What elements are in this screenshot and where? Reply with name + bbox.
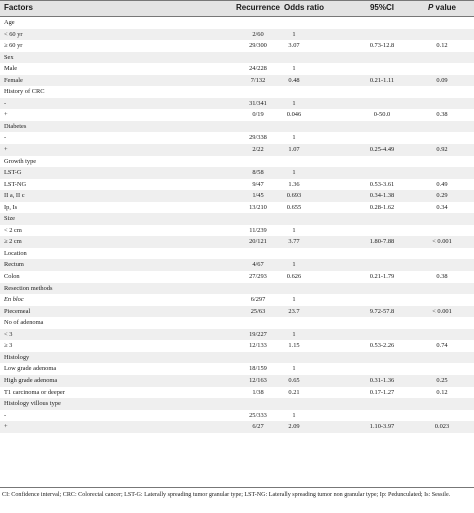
table-row [0, 190, 474, 202]
recurrence-cell: 2/60 [252, 30, 264, 38]
odds-ratio-cell: 1 [292, 296, 296, 304]
table-row [0, 259, 474, 271]
header-p-suffix: value [433, 3, 457, 12]
table-row [0, 109, 474, 121]
p-value-cell: 0.74 [436, 342, 448, 350]
table-row [0, 167, 474, 179]
factor-cell: LST-NG [4, 180, 27, 188]
recurrence-cell: 7/132 [250, 76, 266, 84]
odds-ratio-cell: 1 [292, 330, 296, 338]
recurrence-cell: 19/227 [249, 330, 267, 338]
p-value-cell: 0.09 [436, 76, 448, 84]
odds-ratio-cell: 1 [292, 261, 296, 269]
p-value-cell: 0.12 [436, 42, 448, 50]
recurrence-cell: 4/67 [252, 261, 264, 269]
table-body [0, 17, 474, 433]
table-category-row [0, 398, 474, 410]
factor-cell: ≥ 60 yr [4, 42, 23, 50]
factor-cell: Sex [4, 53, 14, 61]
factor-cell: Age [4, 19, 15, 26]
header-recurrence: Recurrence [235, 3, 281, 12]
recurrence-cell: 24/228 [249, 65, 267, 73]
table-row [0, 410, 474, 422]
odds-ratio-cell: 3.77 [288, 238, 300, 246]
odds-ratio-cell: 1 [292, 99, 296, 107]
factor-cell: Histology [4, 353, 30, 361]
factor-cell: High grade adenoma [4, 376, 58, 384]
recurrence-cell: 18/159 [249, 365, 267, 373]
table-row [0, 375, 474, 387]
odds-ratio-cell: 0.655 [286, 203, 302, 211]
recurrence-cell: 11/239 [249, 226, 267, 234]
table-row [0, 132, 474, 144]
recurrence-cell: 9/47 [252, 180, 264, 188]
odds-ratio-cell: 3.07 [288, 42, 300, 50]
table-category-row [0, 52, 474, 64]
factor-cell: Size [4, 215, 16, 223]
ci-cell: 0.17-1.27 [369, 388, 395, 396]
odds-ratio-cell: 1 [292, 65, 296, 73]
table-row [0, 329, 474, 341]
header-ci: 95%CI [369, 3, 394, 12]
odds-ratio-cell: 1 [292, 134, 296, 142]
factor-cell: Histology villous type [4, 400, 61, 408]
factor-cell: Female [4, 76, 23, 84]
p-value-cell: 0.49 [436, 180, 448, 188]
factor-cell: Diabetes [4, 122, 27, 130]
ci-cell: 9.72-57.8 [369, 307, 395, 315]
recurrence-cell: 12/133 [249, 342, 267, 350]
factor-cell: < 3 [4, 330, 13, 338]
table-row [0, 236, 474, 248]
footer-divider [0, 487, 474, 488]
recurrence-cell: 25/63 [250, 307, 266, 315]
recurrence-cell: 27/293 [249, 273, 267, 281]
table-row [0, 306, 474, 318]
ci-cell: 1.80-7.88 [369, 238, 395, 246]
p-value-cell: 0.25 [436, 376, 448, 384]
ci-cell: 0.53-3.61 [369, 180, 395, 188]
header-p-value [417, 3, 467, 12]
odds-ratio-cell: 1.07 [288, 146, 300, 154]
p-value-cell: 0.38 [436, 273, 448, 281]
ci-cell: 0.34-1.38 [369, 192, 395, 200]
ci-cell: 0.25-4.49 [369, 146, 395, 154]
recurrence-cell: 25/333 [249, 411, 267, 419]
factor-cell: ≥ 3 [4, 342, 13, 350]
factor-cell: Location [4, 249, 27, 257]
table-category-row [0, 121, 474, 133]
factor-cell: Colon [4, 273, 20, 281]
ci-cell: 1.10-3.97 [369, 423, 395, 431]
factor-cell: LST-G [4, 169, 22, 177]
factor-cell: - [4, 411, 7, 419]
factor-cell: < 60 yr [4, 30, 23, 38]
factor-cell: Resection methods [4, 284, 53, 292]
odds-ratio-cell: 0.693 [286, 192, 302, 200]
odds-ratio-cell: 1 [292, 226, 296, 234]
table-header [0, 0, 474, 17]
odds-ratio-cell: 1 [292, 169, 296, 177]
odds-ratio-cell: 0.48 [288, 76, 300, 84]
table-row [0, 202, 474, 214]
factor-cell: History of CRC [4, 88, 45, 96]
factor-cell: II a, II c [4, 192, 25, 200]
ci-cell: 0.21-1.79 [369, 273, 395, 281]
table-category-row [0, 86, 474, 98]
table-row [0, 225, 474, 237]
recurrence-cell: 29/338 [249, 134, 267, 142]
factor-cell: Ip, Is [4, 203, 18, 211]
ci-cell: 0-50.0 [373, 111, 391, 119]
factor-cell: Male [4, 65, 18, 73]
factor-cell: No of adenoma [4, 319, 44, 327]
odds-ratio-cell: 0.65 [288, 376, 300, 384]
ci-cell: 0.21-1.11 [369, 76, 395, 84]
table-category-row [0, 352, 474, 364]
table-row [0, 421, 474, 433]
table-row [0, 98, 474, 110]
recurrence-cell: 6/27 [252, 423, 264, 431]
ci-cell: 0.53-2.26 [369, 342, 395, 350]
recurrence-cell: 20/121 [249, 238, 267, 246]
factor-cell: En bloc [4, 296, 24, 304]
recurrence-cell: 29/300 [249, 42, 267, 50]
factor-cell: - [4, 134, 7, 142]
p-value-cell: 0.38 [436, 111, 448, 119]
odds-ratio-cell: 1 [292, 30, 296, 38]
recurrence-cell: 0/19 [252, 111, 264, 119]
ci-cell: 0.28-1.62 [369, 203, 395, 211]
table-category-row [0, 248, 474, 260]
table-category-row [0, 156, 474, 168]
table-row [0, 144, 474, 156]
ci-cell: 0.31-1.36 [369, 376, 395, 384]
table-footnote: CI: Confidence interval; CRC: Colorectal cancer; LST-G: Laterally spreading tumor granular type; LST-NG: Laterally spreading tumor non granular type; Ip: Pedunculated; Is: Sessile. [2, 492, 451, 498]
table-row [0, 63, 474, 75]
header-odds-ratio: Odds ratio [283, 3, 324, 12]
odds-ratio-cell: 23.7 [288, 307, 300, 315]
table-row [0, 179, 474, 191]
p-value-cell: 0.34 [436, 203, 448, 211]
table-row [0, 363, 474, 375]
odds-ratio-cell: 0.21 [288, 388, 300, 396]
odds-ratio-cell: 0.626 [286, 273, 302, 281]
table-category-row [0, 317, 474, 329]
header-p-italic: P [427, 3, 434, 12]
header-factors: Factors [4, 3, 33, 12]
odds-ratio-cell: 1 [292, 411, 296, 419]
ci-cell: 0.73-12.8 [369, 42, 395, 50]
p-value-cell: 0.023 [434, 423, 450, 431]
table-category-row [0, 17, 474, 29]
recurrence-cell: 2/22 [252, 146, 264, 154]
table-row [0, 271, 474, 283]
p-value-cell: 0.12 [436, 388, 448, 396]
recurrence-cell: 6/297 [250, 296, 266, 304]
recurrence-cell: 1/38 [252, 388, 264, 396]
odds-ratio-cell: 0.046 [286, 111, 302, 119]
p-value-cell: < 0.001 [432, 307, 452, 315]
factor-cell: Piecemeal [4, 307, 31, 315]
p-value-cell: 0.92 [436, 146, 448, 154]
table-row [0, 294, 474, 306]
table-row [0, 40, 474, 52]
factor-cell: + [4, 146, 8, 154]
factor-cell: < 2 cm [4, 226, 22, 234]
factor-cell: + [4, 423, 8, 431]
table-row [0, 29, 474, 41]
factor-cell: + [4, 111, 8, 119]
odds-ratio-cell: 1 [292, 365, 296, 373]
p-value-cell: < 0.001 [432, 238, 452, 246]
p-value-cell: 0.29 [436, 192, 448, 200]
odds-ratio-cell: 2.09 [288, 423, 300, 431]
factor-cell: T1 carcinoma or deeper [4, 388, 65, 396]
recurrence-cell: 1/45 [252, 192, 264, 200]
table-row [0, 387, 474, 399]
table-category-row [0, 283, 474, 295]
odds-ratio-cell: 1.36 [288, 180, 300, 188]
table-category-row [0, 213, 474, 225]
recurrence-cell: 13/210 [249, 203, 267, 211]
factor-cell: ≥ 2 cm [4, 238, 22, 246]
table-row [0, 340, 474, 352]
table-row [0, 75, 474, 87]
recurrence-cell: 8/58 [252, 169, 264, 177]
factor-cell: - [4, 99, 7, 107]
factor-cell: Low grade adenoma [4, 365, 57, 373]
odds-ratio-cell: 1.15 [288, 342, 300, 350]
factor-cell: Rectum [4, 261, 24, 269]
recurrence-cell: 31/341 [249, 99, 267, 107]
recurrence-cell: 12/163 [249, 376, 267, 384]
factor-cell: Growth type [4, 157, 37, 165]
